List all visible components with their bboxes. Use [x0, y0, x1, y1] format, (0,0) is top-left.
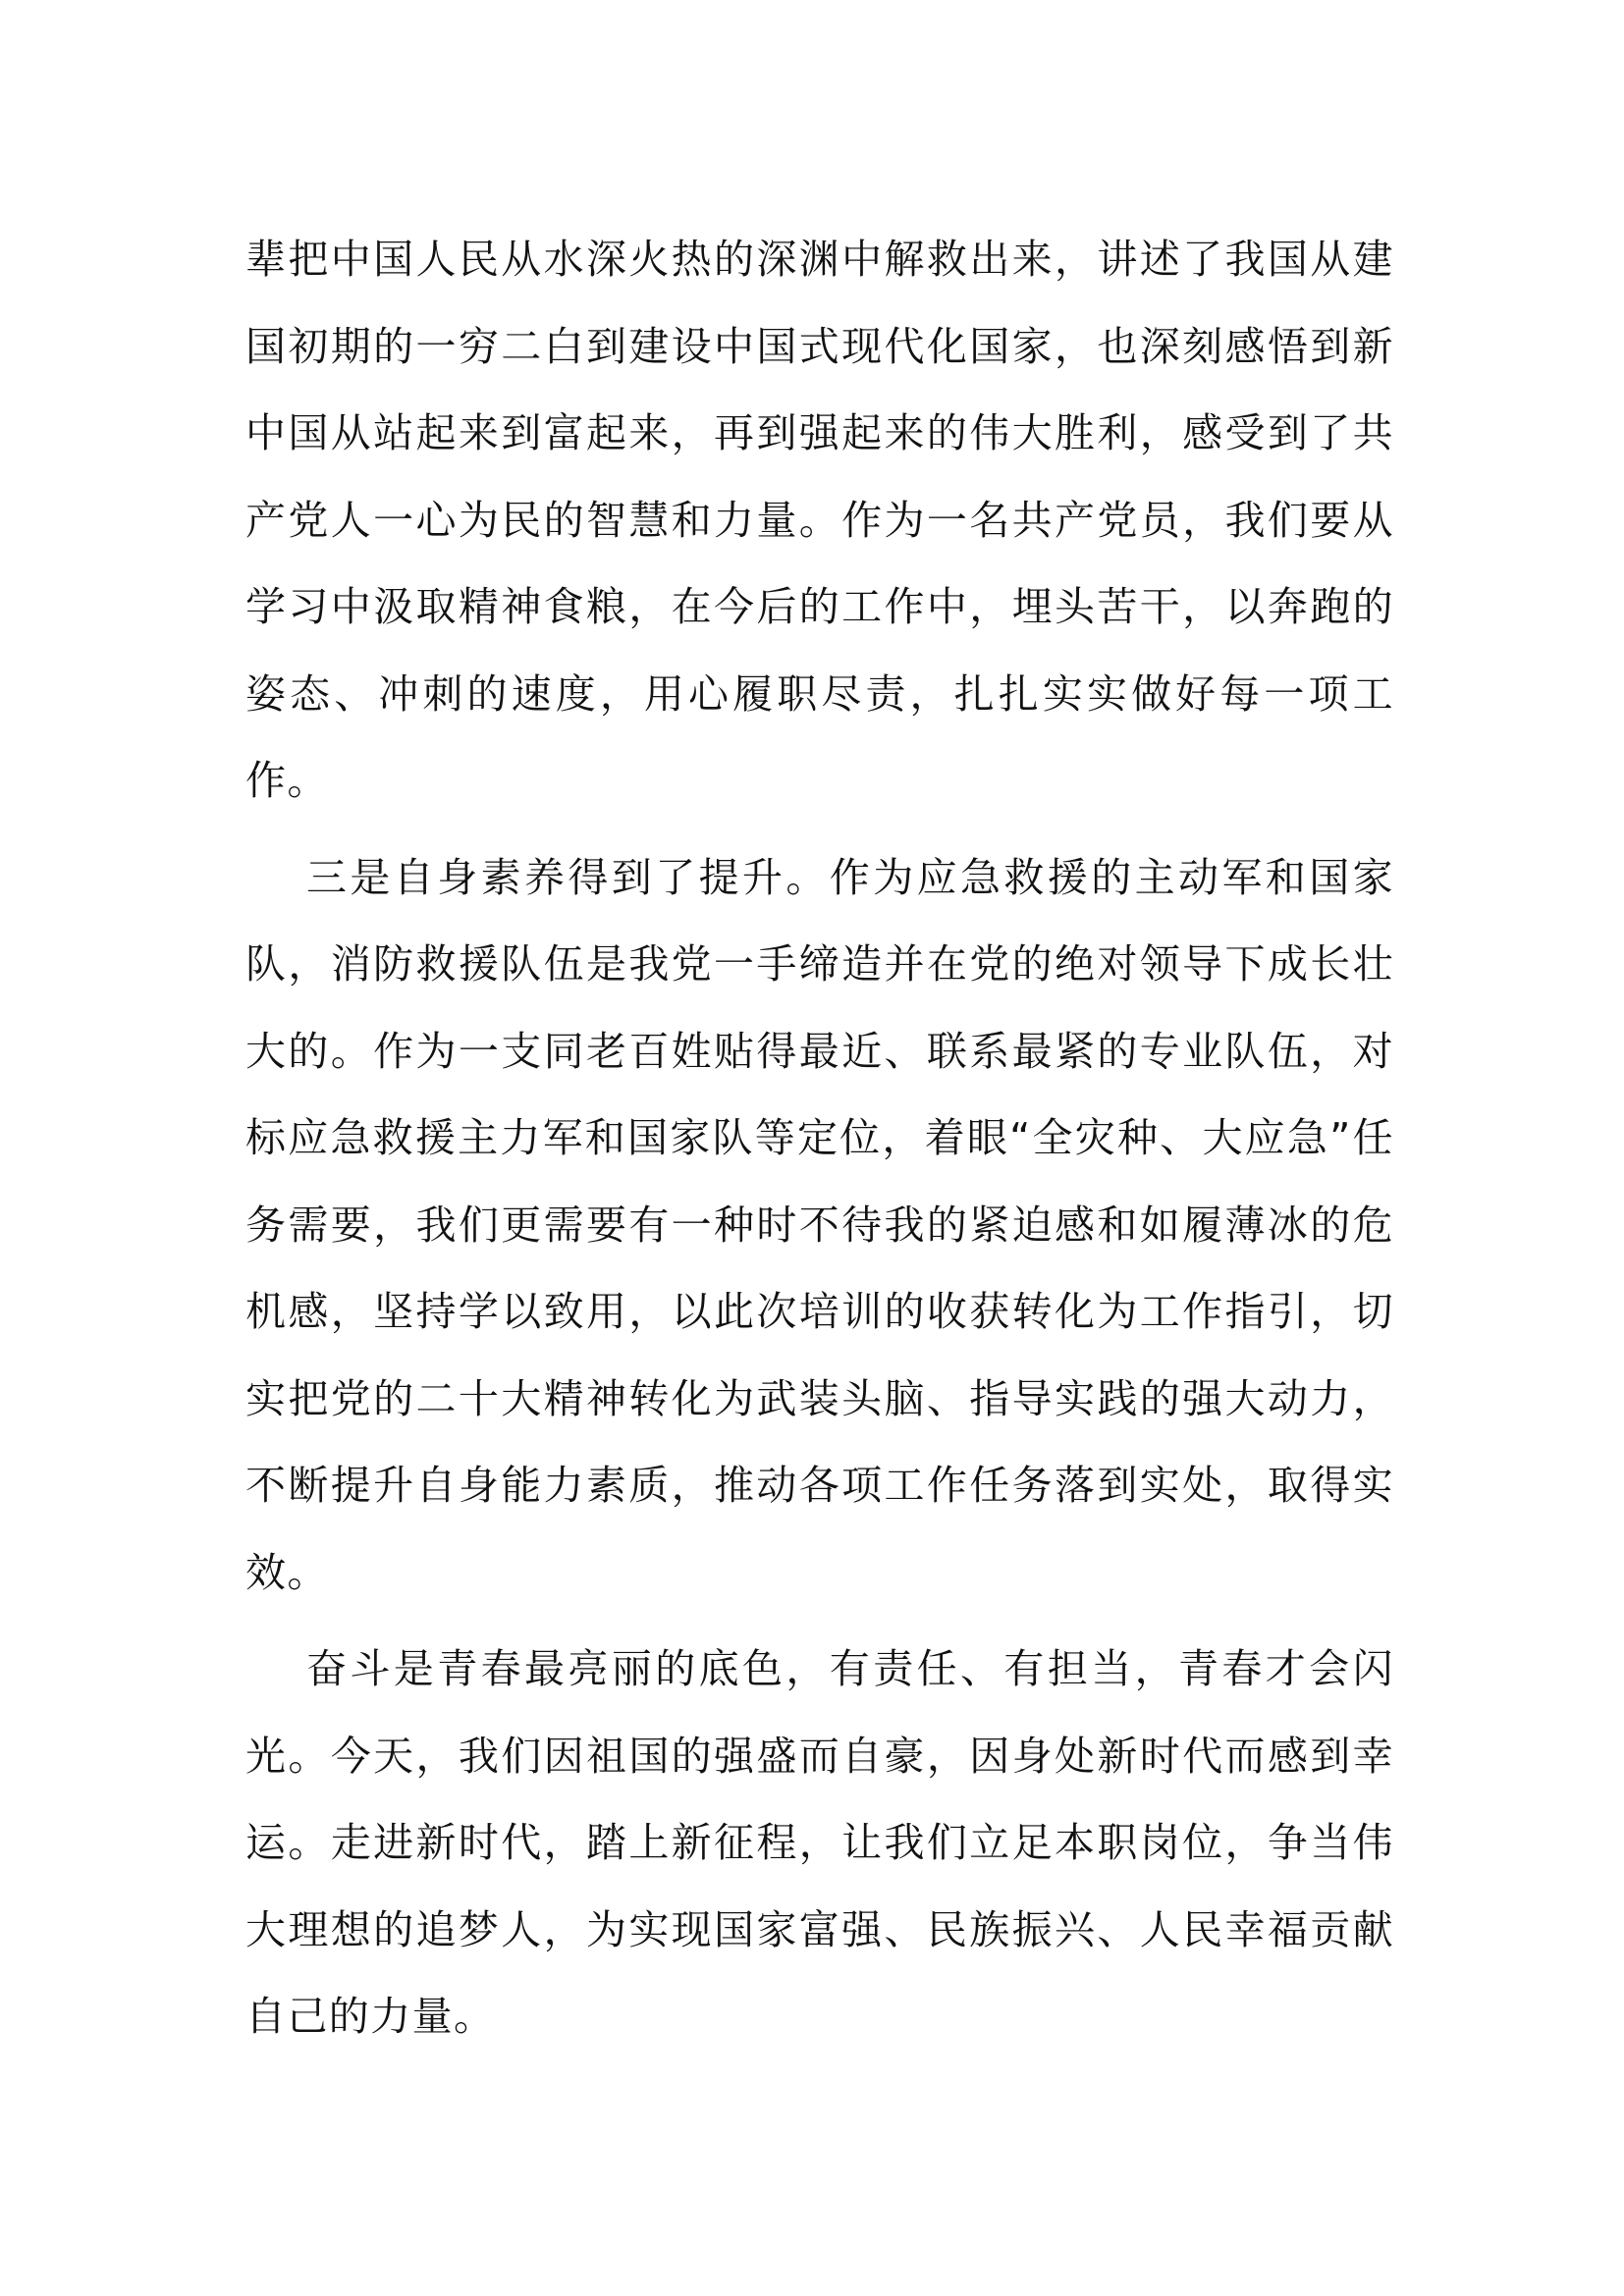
- document-body: [245, 216, 1394, 2060]
- paragraph-continuation: 辈把中国人民从水深火热的深渊中解救出来，讲述了我国从建国初期的一穷二白到建设中国式现代化国家，也深刻感悟到新中国从站起来到富起来，再到强起来的伟大胜利，感受到了共产党人一心为民的智慧和力量。作为一名共产党员，我们要从学习中汲取精神食粮，在今后的工作中，埋头苦干，以奔跑的姿态、冲刺的速度，用心履职尽责，扎扎实实做好每一项工作。: [245, 236, 1394, 804]
- paragraph-self-improvement: 三是自身素养得到了提升。作为应急救援的主动军和国家队，消防救援队伍是我党一手缔造并在党的绝对领导下成长壮大的。作为一支同老百姓贴得最近、联系最紧的专业队伍，对标应急救援主力军和国家队等定位，着眼“全灾种、大应急”任务需要，我们更需要有一种时不待我的紧迫感和如履薄冰的危机感，坚持学以致用，以此次培训的收获转化为工作指引，切实把党的二十大精神转化为武装头脑、指导实践的强大动力，不断提升自身能力素质，推动各项工作任务落到实处，取得实效。: [245, 853, 1394, 1596]
- paragraph-conclusion: 奋斗是青春最亮丽的底色，有责任、有担当，青春才会闪光。今天，我们因祖国的强盛而自豪，因身处新时代而感到幸运。走进新时代，踏上新征程，让我们立足本职岗位，争当伟大理想的追梦人，为实现国家富强、民族振兴、人民幸福贡献自己的力量。: [245, 1645, 1394, 2040]
